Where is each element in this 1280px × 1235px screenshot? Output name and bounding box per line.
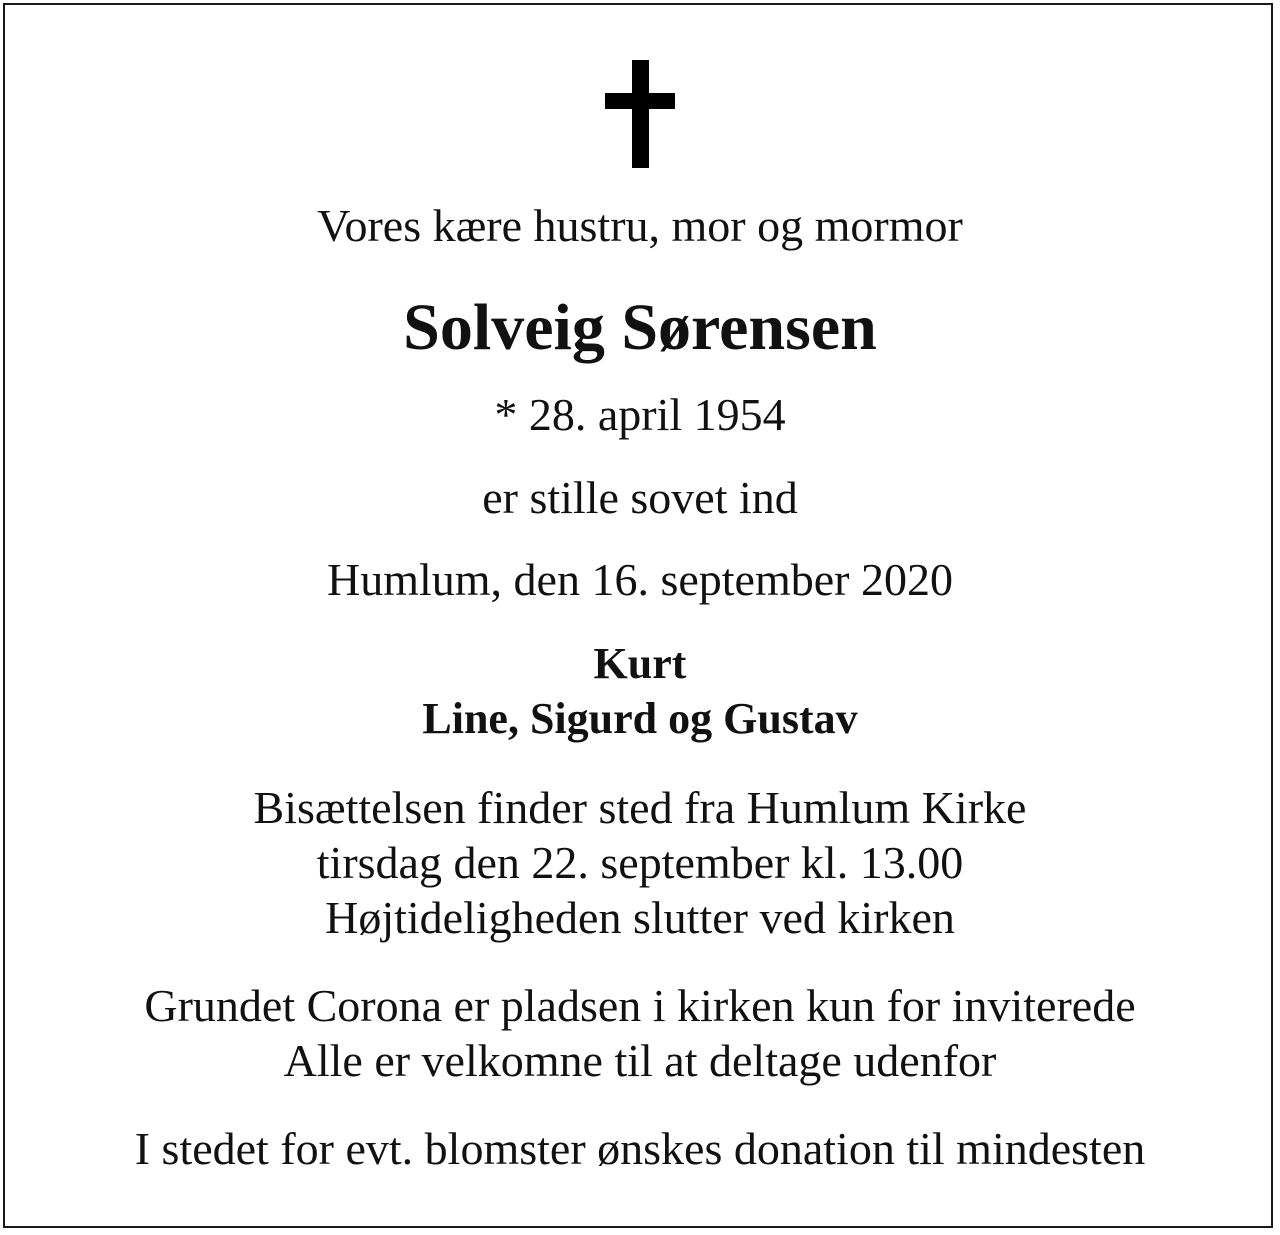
corona-line: Grundet Corona er pladsen i kirken kun for inviterede [144,980,1136,1031]
intro-text: Vores kære hustru, mor og mormor [317,200,963,251]
donation-note: I stedet for evt. blomster ønskes donation til mindesten [134,1123,1146,1174]
corona-line: Alle er velkomne til at deltage udenfor [283,1035,997,1086]
family-name-line: Kurt [593,639,687,688]
cross-icon [605,60,675,168]
funeral-line: Højtideligheden slutter ved kirken [325,892,955,943]
funeral-line: Bisættelsen finder sted fra Humlum Kirke [253,782,1027,833]
funeral-details [0,780,1280,945]
deceased-name: Solveig Sørensen [403,291,877,364]
place-and-date: Humlum, den 16. september 2020 [326,554,953,605]
funeral-line: tirsdag den 22. september kl. 13.00 [316,837,964,888]
family-names [0,636,1280,746]
birth-date: * 28. april 1954 [494,389,786,440]
passed-text: er stille sovet ind [482,472,798,523]
corona-notice [0,978,1280,1088]
family-name-line: Line, Sigurd og Gustav [422,694,858,743]
